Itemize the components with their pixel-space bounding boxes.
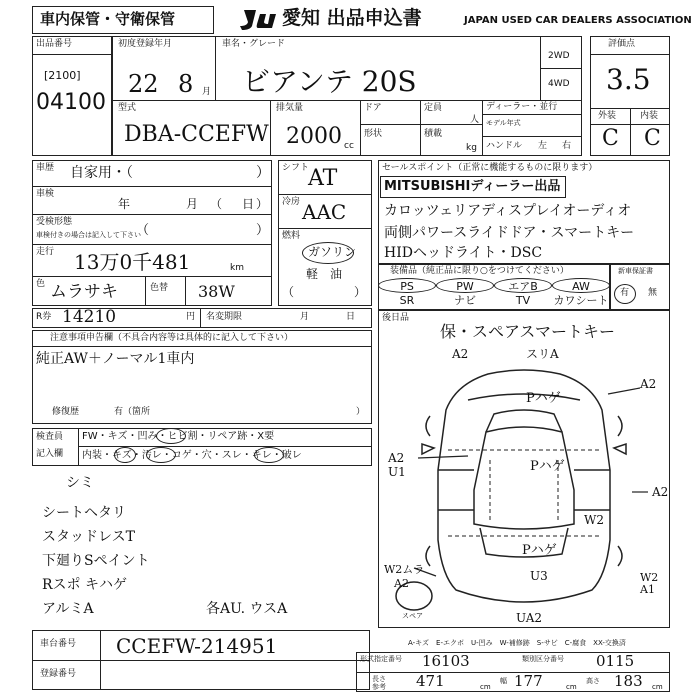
sales-point-line1: カロッツェリアディスプレイオーディオ — [384, 203, 632, 219]
notes-line1: 純正AW＋ノーマル1車内 — [36, 351, 195, 367]
repair-close: ） — [356, 407, 366, 417]
inspector-row2: 内装・キズ・汚レ・コゲ・穴・スレ・キレ・破レ — [82, 450, 302, 461]
car-name-value: ビアンテ 20S — [242, 65, 417, 98]
inspector-note-4: Rスポ キハゲ — [42, 577, 127, 593]
damage-mark-12: Pハゲ — [522, 543, 557, 558]
accept-paren-open: （ — [136, 223, 150, 238]
ju-logo — [238, 6, 280, 32]
class-label: 類別区分番号 — [522, 655, 564, 663]
length-label: 長さ — [372, 675, 386, 683]
inspection-label: 車検 — [36, 189, 55, 199]
registration-year: 22 — [128, 70, 159, 98]
length-value: 471 — [416, 672, 445, 690]
accept-paren-close: ） — [256, 223, 270, 238]
damage-mark-10: W2ムラ — [384, 563, 425, 576]
notes-label: 注意事項申告欄（不具合内容等は具体的に記入して下さい） — [50, 333, 294, 343]
equipment-item: ナビ — [454, 294, 476, 307]
handle-label: ハンドル — [486, 141, 523, 151]
score-value: 3.5 — [606, 63, 651, 96]
load-unit: kg — [466, 143, 477, 153]
capacity-label: 定員 — [424, 103, 443, 113]
height-label: 高さ — [586, 677, 600, 685]
equipment-grid — [378, 278, 610, 310]
ac-value: AAC — [302, 200, 347, 224]
fuel-paren-close: ） — [354, 285, 367, 299]
mark-circle-3 — [146, 447, 176, 463]
inspector-row1: FW・キズ・凹み・ヒビ割・リペア跡・X要 — [82, 431, 275, 442]
spare-label: スペア — [402, 612, 423, 620]
length-unit: cm — [480, 683, 491, 691]
color-value: ムラサキ — [50, 282, 118, 302]
fuel-gasoline: ガソリン — [308, 245, 357, 259]
damage-mark-7: Pハゲ — [530, 459, 565, 474]
exterior-value: C — [602, 126, 619, 151]
equipment-item: TV — [515, 294, 531, 307]
length-ref: 参考 — [372, 683, 386, 691]
damage-mark-6: U1 — [388, 465, 406, 479]
form-subtitle: JAPAN USED CAR DEALERS ASSOCIATION — [464, 15, 692, 26]
inspector-note-5: アルミA — [42, 601, 94, 617]
equipment-item: カワシート — [553, 294, 609, 307]
inspection-year: 年 — [118, 197, 131, 211]
inspector-note-0: シミ — [66, 475, 94, 491]
mark-circle-1 — [156, 428, 186, 444]
mark-circle-2 — [114, 447, 136, 463]
warranty-label: 新車保証書 — [618, 267, 653, 275]
form-title: 愛知 出品申込書 — [282, 7, 422, 29]
equipment-item: PS — [378, 278, 436, 293]
name-change-label: 名変期限 — [206, 312, 243, 322]
car-name-label: 車名・グレード — [222, 39, 286, 49]
inspection-day: 日 — [242, 197, 255, 211]
repair-value: 有（箇所 — [114, 407, 151, 417]
damage-mark-11: A2 — [394, 577, 409, 590]
fuel-paren-open: （ — [282, 285, 295, 299]
fuel-diesel: 軽 油 — [306, 267, 343, 281]
equipment-item: PW — [436, 278, 494, 293]
car-diagram — [378, 340, 670, 628]
warranty-yes: 有 — [620, 288, 630, 298]
damage-mark-8: A2 — [652, 485, 669, 499]
registration-no-label: 登録番号 — [40, 669, 77, 679]
inspector-label-1: 検査員 — [36, 432, 64, 442]
lot-code: [2100] — [44, 69, 81, 82]
ac-label: 冷房 — [282, 197, 301, 207]
lot-label: 出品番号 — [36, 39, 73, 49]
accept-label: 受検形態 — [36, 217, 73, 227]
equipment-item: エアB — [494, 278, 552, 293]
inspection-paren-close: ） — [256, 197, 269, 211]
mileage-unit: km — [230, 263, 244, 273]
color-code: 38W — [198, 282, 235, 301]
registration-label: 初度登録年月 — [118, 39, 173, 49]
history-label: 車歴 — [36, 163, 55, 173]
inspector-note-3: 下廻りSペイント — [42, 553, 150, 569]
inspector-note-2: スタッドレスT — [42, 529, 135, 545]
header-tag: 車内保管・守衛保管 — [40, 10, 176, 28]
damage-mark-9: W2 — [584, 513, 604, 527]
equipment-item: SR — [399, 294, 415, 307]
damage-mark-15: A1 — [640, 583, 655, 596]
handle-left: 左 — [538, 141, 548, 151]
notes-block — [32, 330, 372, 424]
displacement-label: 排気量 — [276, 103, 304, 113]
warranty-no: 無 — [648, 288, 658, 298]
interior-label: 内装 — [640, 111, 659, 121]
type-label: 形式指定番号 — [360, 655, 402, 663]
damage-mark-5: A2 — [388, 451, 405, 465]
door-label: ドア — [364, 103, 382, 113]
width-value: 177 — [514, 672, 543, 690]
equipment-item: AW — [552, 278, 610, 293]
drive-4wd: 4WD — [548, 79, 570, 89]
displacement-unit: cc — [344, 141, 354, 151]
mark-circle-4 — [254, 447, 284, 463]
sales-point-line3: HIDヘッドライト・DSC — [384, 245, 543, 261]
sales-point-line2: 両側パワースライドドア・スマートキー — [384, 225, 635, 241]
rear-seat-value: 保・スペアスマートキー — [440, 322, 616, 341]
chassis-label: 車台番号 — [40, 639, 77, 649]
color-label: 色 — [36, 279, 46, 289]
history-close: ） — [256, 165, 270, 181]
dealer-badge: MITSUBISHIディーラー出品 — [384, 179, 561, 194]
name-change-month: 月 — [300, 312, 310, 322]
capacity-unit: 人 — [470, 115, 480, 125]
interior-value: C — [644, 126, 661, 151]
model-year-label: モデル年式 — [486, 119, 521, 127]
damage-mark-2: スリA — [526, 347, 559, 361]
drive-2wd: 2WD — [548, 51, 570, 61]
exterior-label: 外装 — [598, 111, 617, 121]
rear-seat-label: 後日品 — [382, 313, 410, 323]
displacement-value: 2000 — [286, 124, 342, 149]
recycle-value: 14210 — [62, 307, 117, 327]
name-change-day: 日 — [346, 312, 356, 322]
shape-label: 形状 — [364, 129, 383, 139]
chassis-value: CCEFW-214951 — [116, 634, 278, 658]
recycle-unit: 円 — [186, 312, 196, 322]
accept-note: 車検付きの場合は記入して下さい — [36, 231, 141, 239]
mileage-label: 走行 — [36, 247, 55, 257]
inspector-note-5b: 各AU. ウスA — [206, 601, 288, 617]
height-value: 183 — [614, 672, 643, 690]
damage-mark-4: Pハゲ — [526, 391, 561, 406]
equipment-label: 装備品（純正品に限り○をつけてください） — [390, 266, 569, 276]
type-value: 16103 — [422, 652, 470, 670]
model-label: 型式 — [118, 103, 137, 113]
mileage-value: 13万0千481 — [74, 250, 191, 274]
class-value: 0115 — [596, 652, 635, 670]
damage-mark-1: A2 — [452, 347, 469, 361]
lot-number: 04100 — [36, 90, 106, 115]
score-label: 評価点 — [608, 39, 636, 49]
inspector-label-2: 記入欄 — [36, 449, 64, 459]
damage-legend: A-キズ E-エクボ U-凹み W-補修跡 S-サビ C-腐食 XX-交換済 — [408, 639, 626, 647]
damage-mark-3: A2 — [640, 377, 657, 391]
history-value: 自家用・（ — [70, 165, 133, 181]
height-unit: cm — [652, 683, 663, 691]
registration-month-unit: 月 — [202, 87, 212, 97]
inspector-note-1: シートヘタリ — [42, 505, 126, 521]
color-code-label: 色替 — [150, 283, 169, 293]
damage-mark-16: UA2 — [516, 611, 543, 625]
damage-mark-13: U3 — [530, 569, 548, 583]
fuel-label: 燃料 — [282, 231, 301, 241]
registration-month: 8 — [178, 70, 194, 98]
recycle-label: R券 — [36, 312, 52, 322]
dealer-label: ディーラー・並行 — [486, 102, 558, 112]
inspection-month: 月 — [186, 197, 199, 211]
handle-right: 右 — [562, 141, 572, 151]
width-label: 幅 — [500, 677, 507, 685]
width-unit: cm — [566, 683, 577, 691]
sales-point-label: セールスポイント（正常に機能するものに限ります） — [382, 163, 598, 173]
load-label: 積載 — [424, 129, 443, 139]
inspection-paren-open: （ — [210, 197, 223, 211]
model-value: DBA-CCEFW — [124, 122, 269, 147]
shift-label: シフト — [282, 163, 310, 173]
repair-label: 修復歴 — [52, 407, 80, 417]
damage-mark-14: W2 — [640, 571, 659, 584]
shift-value: AT — [308, 166, 338, 191]
